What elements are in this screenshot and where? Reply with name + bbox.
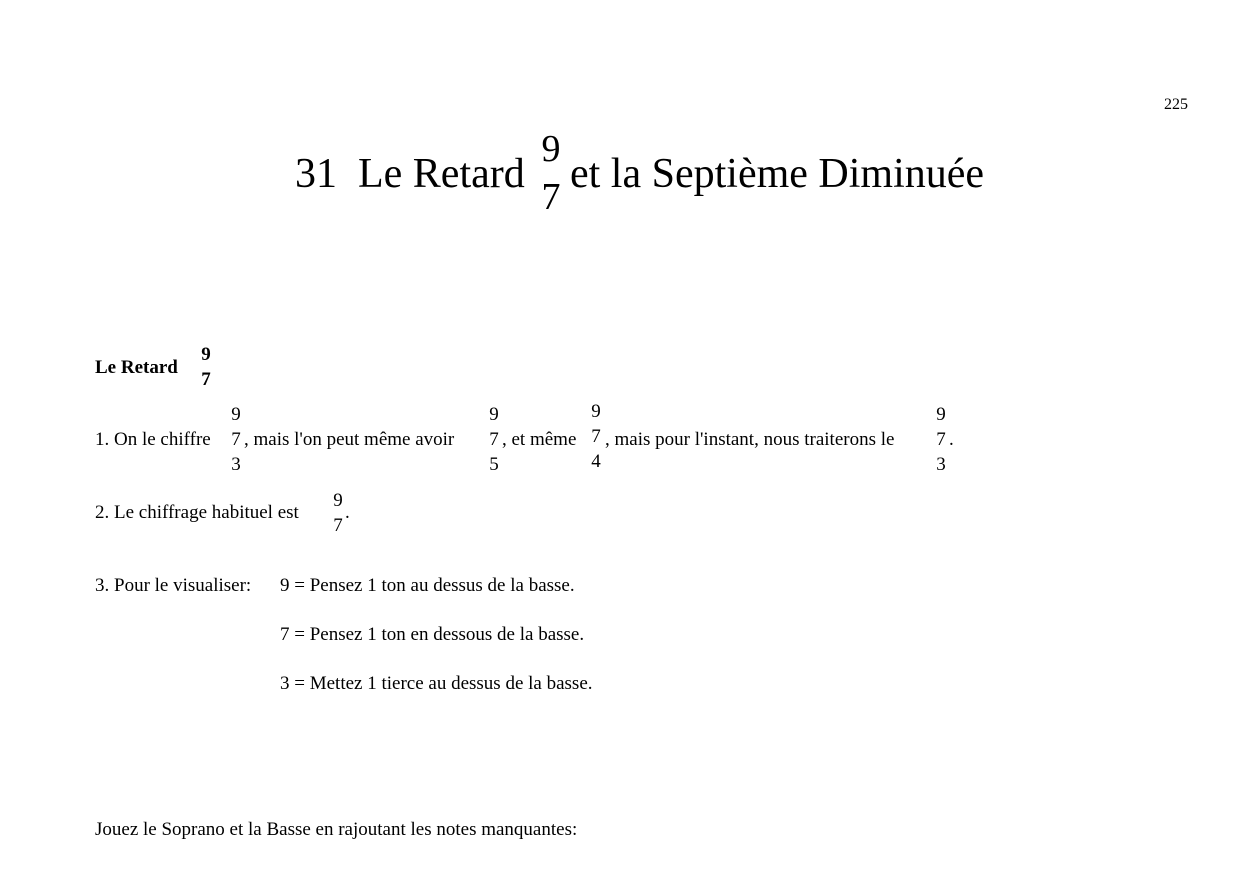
- figure-digit: 3: [231, 454, 241, 475]
- page-number: 225: [1164, 96, 1188, 113]
- item-3-line-1: 9 = Pensez 1 ton au dessus de la basse.: [280, 575, 575, 596]
- figure-digit: 4: [591, 451, 601, 472]
- figure-digit: 7: [489, 429, 499, 450]
- item-3-label: 3. Pour le visualiser:: [95, 575, 252, 596]
- figure-digit: 7: [231, 429, 241, 450]
- exercise-instruction: Jouez le Soprano et la Basse en rajoutant les notes manquantes:: [95, 819, 578, 840]
- figure-digit: 5: [489, 454, 499, 475]
- chapter-number: 31: [295, 151, 337, 197]
- title-figure-top: 9: [541, 128, 561, 170]
- item-1-text-c: , et même: [502, 429, 577, 450]
- figure-digit: 9: [231, 404, 241, 425]
- item-2-text: 2. Le chiffrage habituel est: [95, 502, 299, 523]
- figure-digit: 3: [936, 454, 946, 475]
- item-3-line-3: 3 = Mettez 1 tierce au dessus de la basse.: [280, 673, 593, 694]
- figure-digit: 9: [489, 404, 499, 425]
- figure-digit: 7: [936, 429, 946, 450]
- section-figure-bottom: 7: [201, 369, 211, 390]
- figure-digit: 9: [936, 404, 946, 425]
- figure-digit: 9: [333, 490, 343, 511]
- item-3-line-2: 7 = Pensez 1 ton en dessous de la basse.: [280, 624, 585, 645]
- figure-digit: 9: [591, 401, 601, 422]
- item-1-text-d: , mais pour l'instant, nous traiterons le: [605, 429, 895, 450]
- title-text-after: et la Septième Diminuée: [570, 151, 985, 197]
- item-1-text-b: , mais l'on peut même avoir: [244, 429, 455, 450]
- section-heading-label: Le Retard: [95, 357, 178, 378]
- item-1-text-e: .: [949, 429, 954, 450]
- figure-digit: 7: [591, 426, 601, 447]
- title-text-before: Le Retard: [358, 151, 525, 197]
- item-1-text-a: 1. On le chiffre: [95, 429, 211, 450]
- figure-digit: 7: [333, 515, 343, 536]
- section-figure-top: 9: [201, 344, 211, 365]
- item-2-text-end: .: [345, 502, 350, 523]
- title-figure-bottom: 7: [541, 176, 561, 218]
